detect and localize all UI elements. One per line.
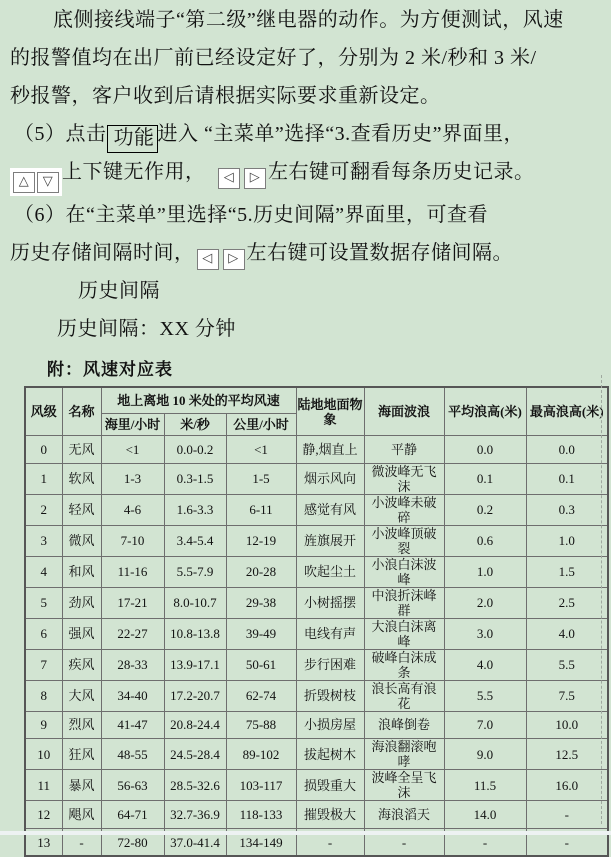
text-line	[10, 234, 601, 272]
table-row	[25, 711, 608, 739]
table-cell: -	[364, 828, 444, 856]
header-sea-waves: 海面波浪	[364, 387, 444, 436]
table-cell: 10.0	[526, 711, 608, 739]
table-cell: 134-149	[226, 828, 296, 856]
table-cell: 50-61	[226, 649, 296, 680]
table-cell: 0.3	[526, 494, 608, 525]
table-cell: 72-80	[101, 828, 164, 856]
table-cell: 劲风	[62, 587, 101, 618]
table-cell: 2.5	[526, 587, 608, 618]
table-cell: 103-117	[226, 770, 296, 801]
table-cell: 6	[25, 618, 62, 649]
table-cell: 1	[25, 463, 62, 494]
text-run: 左右键可翻看每条历史记录。	[268, 161, 535, 183]
table-cell: 1-3	[101, 463, 164, 494]
table-cell: 小波峰未破碎	[364, 494, 444, 525]
table-cell: 28-33	[101, 649, 164, 680]
paragraph	[10, 1, 601, 348]
table-cell: 海浪滔天	[364, 801, 444, 829]
table-header	[25, 387, 608, 436]
table-cell: 0.1	[444, 463, 526, 494]
table-cell: 37.0-41.4	[164, 828, 226, 856]
table-cell: 12-19	[226, 525, 296, 556]
table-cell: -	[62, 828, 101, 856]
text-line	[10, 115, 601, 153]
table-cell: 89-102	[226, 739, 296, 770]
table-row	[25, 770, 608, 801]
table-cell: 11	[25, 770, 62, 801]
table-cell: 22-27	[101, 618, 164, 649]
table-cell: 10	[25, 739, 62, 770]
table-cell: 1.6-3.3	[164, 494, 226, 525]
table-cell: -	[296, 828, 364, 856]
table-cell: 20-28	[226, 556, 296, 587]
header-name: 名称	[62, 387, 101, 436]
table-cell: 0.0	[526, 436, 608, 464]
table-cell: 10.8-13.8	[164, 618, 226, 649]
table-cell: 2	[25, 494, 62, 525]
text-run: 的报警值均在出厂前已经设定好了，分别为 2 米/秒和 3 米/	[10, 47, 537, 69]
text-line	[10, 77, 601, 115]
table-cell: 4-6	[101, 494, 164, 525]
table-cell: 无风	[62, 436, 101, 464]
table-cell: 32.7-36.9	[164, 801, 226, 829]
table-cell: 感觉有风	[296, 494, 364, 525]
table-row	[25, 649, 608, 680]
table-row	[25, 556, 608, 587]
table-body	[25, 436, 608, 857]
text-run: 进入 “主菜单”选择“3.查看历史”界面里，	[157, 123, 525, 145]
table-cell: 12	[25, 801, 62, 829]
table-cell: 折毁树枝	[296, 680, 364, 711]
right-arrow-key-icon: ▷	[223, 249, 245, 270]
text-run: 秒报警，客户收到后请根据实际要求重新设定。	[10, 85, 441, 107]
table-cell: 烈风	[62, 711, 101, 739]
table-cell: 微风	[62, 525, 101, 556]
table-row	[25, 463, 608, 494]
table-cell: 中浪折沫峰群	[364, 587, 444, 618]
header-unit-knots: 海里/小时	[101, 414, 164, 436]
table-cell: 摧毁极大	[296, 801, 364, 829]
table-cell: 大浪白沫离峰	[364, 618, 444, 649]
table-cell: 破峰白沫成条	[364, 649, 444, 680]
table-cell: 5.5	[526, 649, 608, 680]
table-cell: 平静	[364, 436, 444, 464]
table-cell: 波峰全呈飞沫	[364, 770, 444, 801]
table-cell: 0.0	[444, 436, 526, 464]
table-cell: 7.0	[444, 711, 526, 739]
table-cell: 64-71	[101, 801, 164, 829]
table-cell: 旌旗展开	[296, 525, 364, 556]
table-cell: 微波峰无飞沫	[364, 463, 444, 494]
table-cell: 狂风	[62, 739, 101, 770]
up-arrow-key-icon: △	[13, 172, 35, 193]
table-cell: 步行困难	[296, 649, 364, 680]
text-run: 历史间隔：XX 分钟	[57, 318, 236, 340]
table-cell: 118-133	[226, 801, 296, 829]
text-run: 历史存储间隔时间，	[10, 242, 195, 264]
table-cell: 12.5	[526, 739, 608, 770]
header-land-signs: 陆地地面物象	[296, 387, 364, 436]
table-cell: 吹起尘土	[296, 556, 364, 587]
table-cell: 28.5-32.6	[164, 770, 226, 801]
table-cell: 14.0	[444, 801, 526, 829]
table-cell: 暴风	[62, 770, 101, 801]
table-cell: 20.8-24.4	[164, 711, 226, 739]
table-cell: 9.0	[444, 739, 526, 770]
header-max-wave-height: 最高浪高(米)	[526, 387, 608, 436]
table-cell: 3.0	[444, 618, 526, 649]
text-line	[10, 153, 601, 196]
table-cell: 3.4-5.4	[164, 525, 226, 556]
table-cell: 39-49	[226, 618, 296, 649]
table-cell: 8	[25, 680, 62, 711]
table-cell: 软风	[62, 463, 101, 494]
table-row	[25, 618, 608, 649]
table-cell: <1	[226, 436, 296, 464]
table-cell: 小损房屋	[296, 711, 364, 739]
table-cell: 7.5	[526, 680, 608, 711]
text-run: 历史间隔	[78, 280, 160, 302]
table-row	[25, 436, 608, 464]
table-cell: 6-11	[226, 494, 296, 525]
table-cell: 1-5	[226, 463, 296, 494]
text-line	[10, 310, 601, 348]
table-cell: 8.0-10.7	[164, 587, 226, 618]
table-cell: 和风	[62, 556, 101, 587]
table-cell: 静,烟直上	[296, 436, 364, 464]
table-cell: 轻风	[62, 494, 101, 525]
table-cell: 29-38	[226, 587, 296, 618]
table-row	[25, 680, 608, 711]
table-cell: <1	[101, 436, 164, 464]
table-cell: -	[526, 828, 608, 856]
table-cell: 烟示风向	[296, 463, 364, 494]
table-cell: 飓风	[62, 801, 101, 829]
text-run: 底侧接线端子“第二级”继电器的动作。为方便测试，风速	[53, 9, 564, 31]
table-cell: 电线有声	[296, 618, 364, 649]
left-arrow-key-icon: ◁	[218, 168, 240, 189]
header-wind-level: 风级	[25, 387, 62, 436]
table-cell: 0.6	[444, 525, 526, 556]
header-unit-ms: 米/秒	[164, 414, 226, 436]
text-line	[10, 272, 601, 310]
table-cell: 4	[25, 556, 62, 587]
table-cell: 大风	[62, 680, 101, 711]
table-cell: 7-10	[101, 525, 164, 556]
text-line	[10, 1, 601, 39]
table-cell: 0.0-0.2	[164, 436, 226, 464]
table-cell: 5.5-7.9	[164, 556, 226, 587]
right-arrow-key-icon: ▷	[244, 168, 266, 189]
table-cell: 疾风	[62, 649, 101, 680]
text-run: （5）点击	[14, 123, 107, 145]
table-cell: 34-40	[101, 680, 164, 711]
table-cell: 4.0	[444, 649, 526, 680]
table-row	[25, 494, 608, 525]
text-run: （6）在“主菜单”里选择“5.历史间隔”界面里，可查看	[14, 204, 489, 226]
table-cell: 4.0	[526, 618, 608, 649]
table-cell: 24.5-28.4	[164, 739, 226, 770]
table-cell: 5	[25, 587, 62, 618]
table-cell: 16.0	[526, 770, 608, 801]
table-cell: 5.5	[444, 680, 526, 711]
key-highlight-strip	[10, 168, 62, 196]
table-cell: 3	[25, 525, 62, 556]
page-bottom-edge	[0, 831, 611, 835]
table-cell: 强风	[62, 618, 101, 649]
table-row	[25, 739, 608, 770]
table-cell: 小浪白沫波峰	[364, 556, 444, 587]
table-cell: 1.5	[526, 556, 608, 587]
header-speed-group: 地上离地 10 米处的平均风速	[101, 387, 296, 414]
table-cell: 41-47	[101, 711, 164, 739]
table-cell: 13	[25, 828, 62, 856]
text-line	[10, 39, 601, 77]
header-avg-wave-height: 平均浪高(米)	[444, 387, 526, 436]
table-cell: 小波峰顶破裂	[364, 525, 444, 556]
wind-scale-table	[24, 386, 609, 857]
table-gridline-dashed	[601, 375, 602, 824]
table-cell: 75-88	[226, 711, 296, 739]
table-cell: 11-16	[101, 556, 164, 587]
table-cell: 0.3-1.5	[164, 463, 226, 494]
table-cell: 1.0	[526, 525, 608, 556]
table-cell: 浪峰倒卷	[364, 711, 444, 739]
text-run: 上下键无作用，	[62, 161, 216, 183]
table-cell: 62-74	[226, 680, 296, 711]
function-key-label: 功能	[107, 125, 158, 153]
table-cell: 拔起树木	[296, 739, 364, 770]
table-cell: 损毁重大	[296, 770, 364, 801]
text-run: 左右键可设置数据存储间隔。	[246, 242, 513, 264]
table-row	[25, 587, 608, 618]
table-cell: 0.2	[444, 494, 526, 525]
table-cell: 0	[25, 436, 62, 464]
table-row	[25, 525, 608, 556]
table-cell: 浪长高有浪花	[364, 680, 444, 711]
table-cell: 9	[25, 711, 62, 739]
table-cell: 海浪翻滚咆哮	[364, 739, 444, 770]
table-cell: 13.9-17.1	[164, 649, 226, 680]
table-cell: -	[444, 828, 526, 856]
header-unit-kmh: 公里/小时	[226, 414, 296, 436]
table-cell: 0.1	[526, 463, 608, 494]
table-cell: 17-21	[101, 587, 164, 618]
table-cell: 2.0	[444, 587, 526, 618]
table-cell: 48-55	[101, 739, 164, 770]
table-cell: 小树摇摆	[296, 587, 364, 618]
table-cell: 17.2-20.7	[164, 680, 226, 711]
table-cell: 56-63	[101, 770, 164, 801]
table-cell: 11.5	[444, 770, 526, 801]
table-cell: -	[526, 801, 608, 829]
down-arrow-key-icon: ▽	[37, 172, 59, 193]
left-arrow-key-icon: ◁	[197, 249, 219, 270]
attachment-table-title: 附：风速对应表	[47, 360, 173, 379]
table-row	[25, 801, 608, 829]
text-line	[10, 196, 601, 234]
table-cell: 1.0	[444, 556, 526, 587]
table-cell: 7	[25, 649, 62, 680]
